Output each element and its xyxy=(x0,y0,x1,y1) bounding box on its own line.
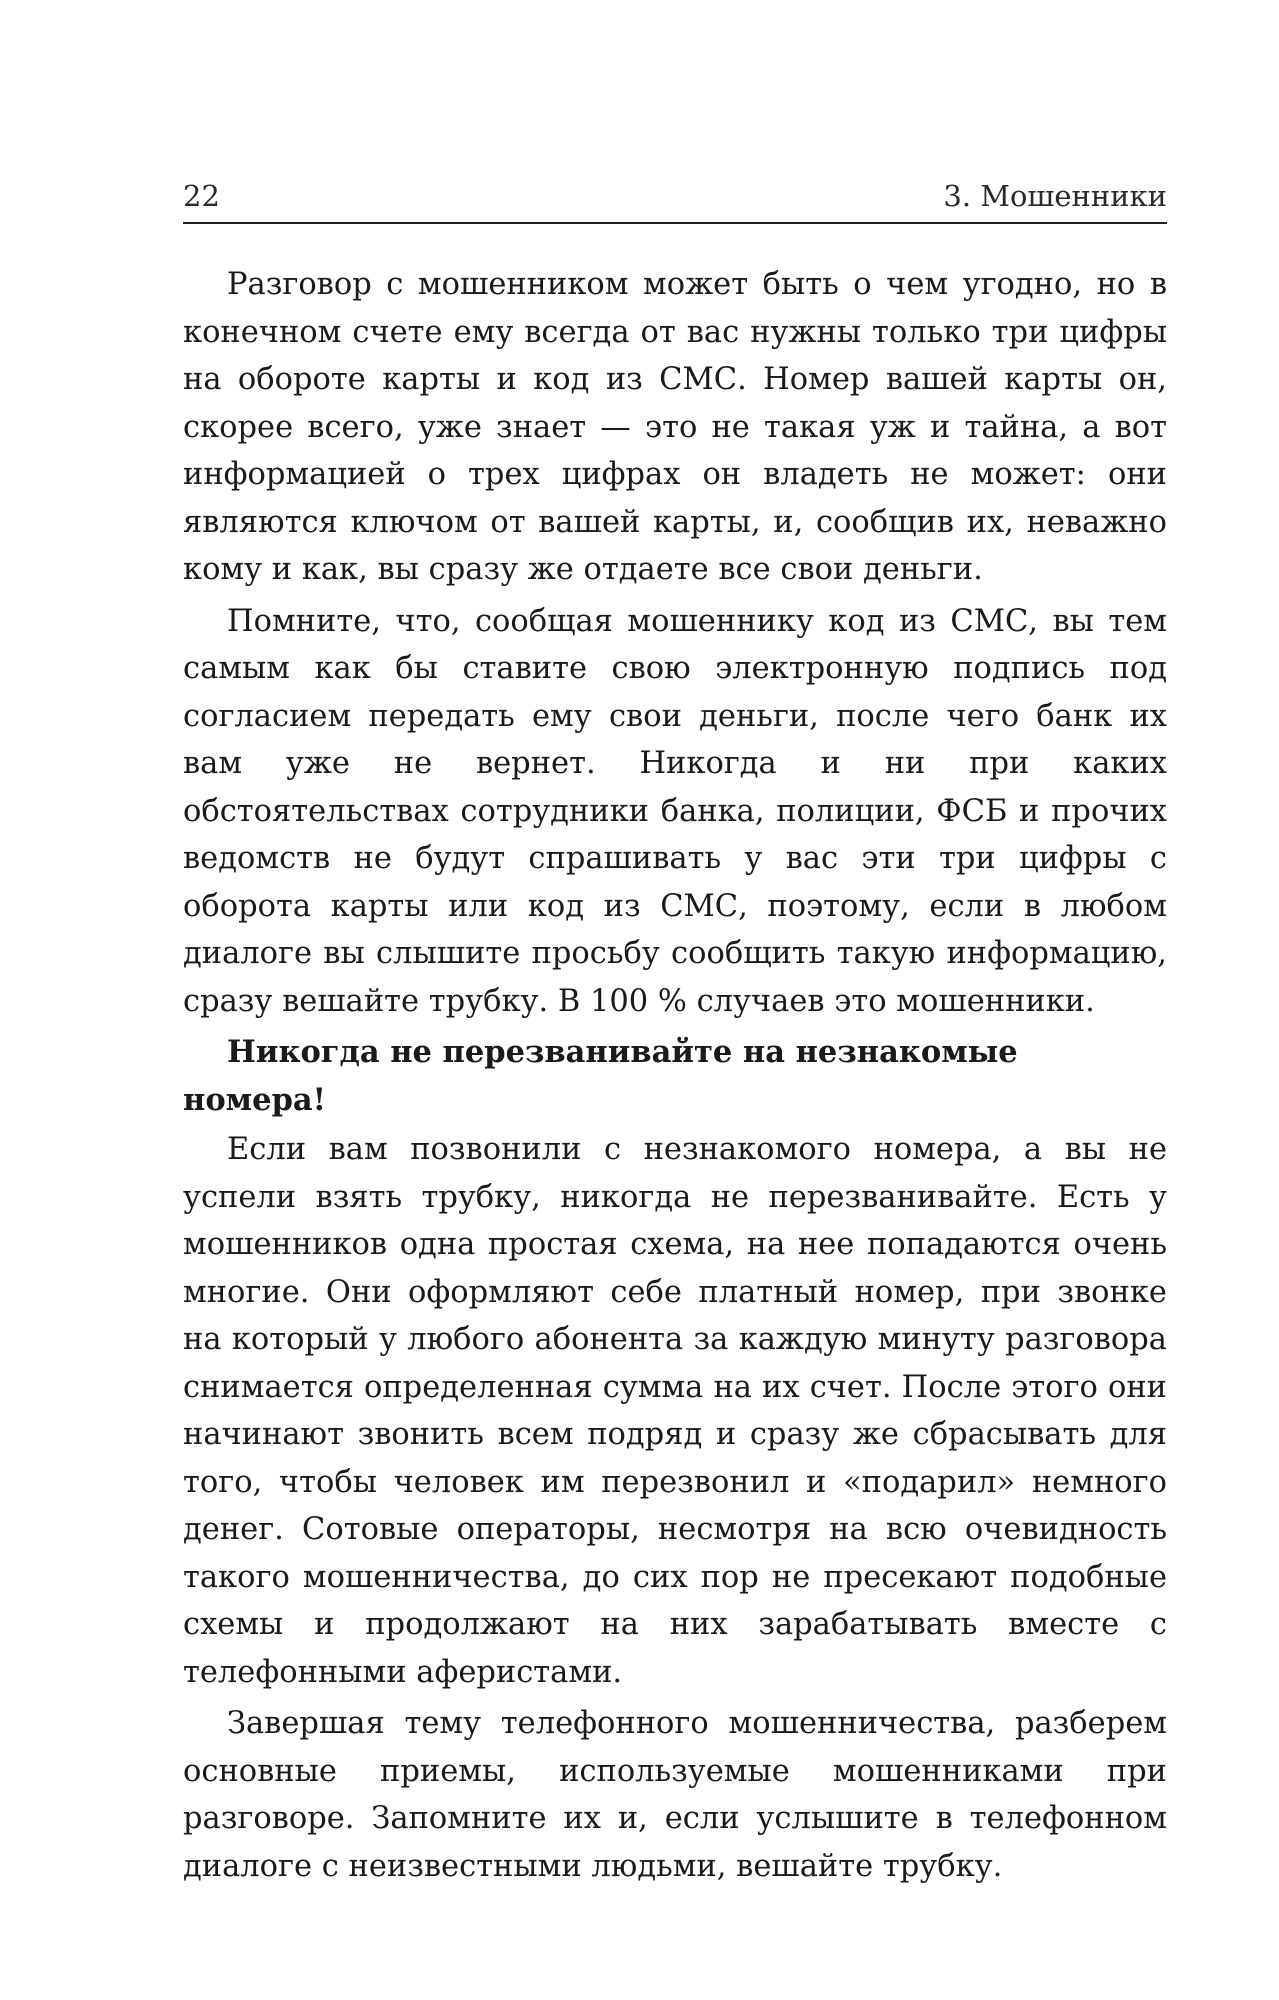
paragraph: Завершая тему телефонного мошенничества, разберем основные приемы, используемые мошенниками при разговоре. Запомните их и, если услышите в телефонном диалоге с неизвестными людьми, вешайте трубку. xyxy=(183,1706,1167,1884)
paragraph: Помните, что, сообщая мошеннику код из СМС, вы тем самым как бы ставите свою электронную подпись под согласием передать ему свои деньги, после чего банк их вам уже не вернет. Никогда и ни при каких обстоятельствах сотрудники банка, полиции, ФСБ и прочих ведомств не будут спрашивать у вас эти три цифры с оборота карты или код из СМС, поэтому, если в любом диалоге вы слышите просьбу сообщить такую информацию, сразу вешайте трубку. В 100 % случаев это мошенники. xyxy=(183,603,1167,1019)
paragraph: Разговор с мошенником может быть о чем угодно, но в конечном счете ему всегда от вас нужны только три цифры на обороте карты и код из СМС. Номер вашей карты он, скорее всего, уже знает — это не такая уж и тайна, а вот информацией о трех цифрах он владеть не может: они являются ключом от вашей карты, и, сообщив их, неважно кому и как, вы сразу же отдаете все свои деньги. xyxy=(183,267,1167,587)
paragraph: Если вам позвонили с незнакомого номера, а вы не успели взять трубку, никогда не перезванивайте. Есть у мошенников одна простая схема, на нее попадаются очень многие. Они оформляют себе платный номер, при звонке на который у любого абонента за каждую минуту разговора снимается определенная сумма на их счет. После этого они начинают звонить всем подряд и сразу же сбрасывать для того, чтобы человек им перезвонил и «подарил» немного денег. Сотовые операторы, несмотря на всю очевидность такого мошенничества, до сих пор не пресекают подобные схемы и продолжают на них зарабатывать вместе с телефонными аферистами. xyxy=(183,1132,1167,1690)
running-head xyxy=(183,176,1167,224)
header-rule xyxy=(183,222,1167,224)
subheading: Никогда не перезванивайте на незнакомые номера! xyxy=(183,1034,1018,1118)
body-text xyxy=(183,261,1167,1894)
chapter-title: 3. Мошенники xyxy=(943,179,1167,213)
page-number: 22 xyxy=(183,179,220,213)
